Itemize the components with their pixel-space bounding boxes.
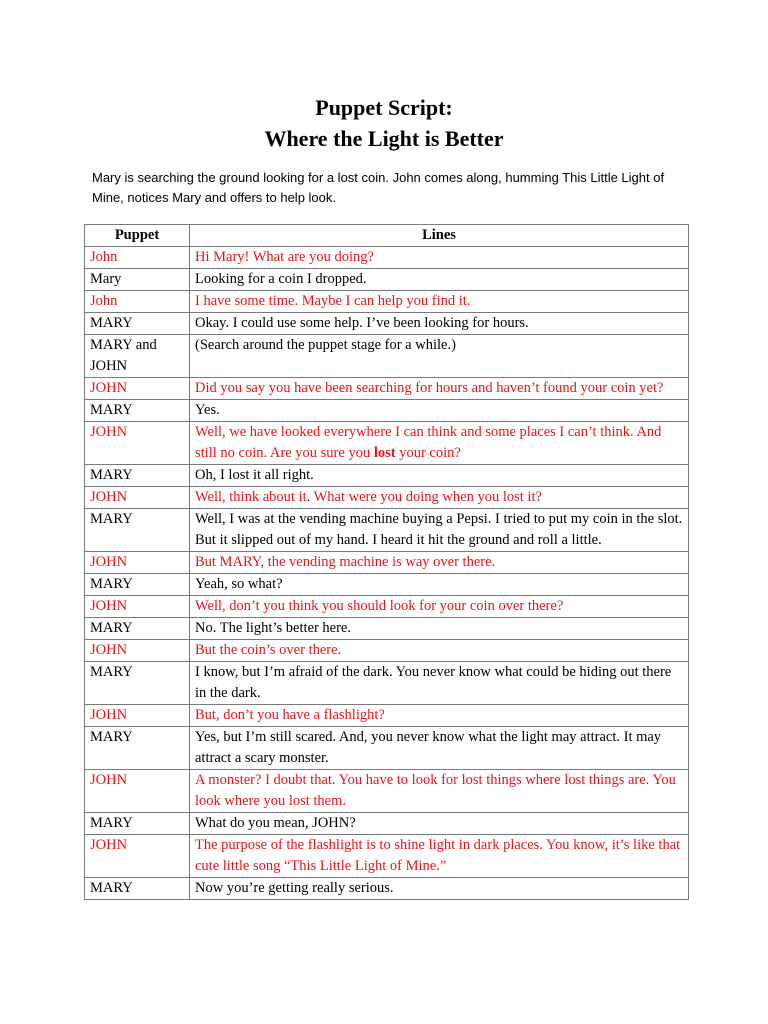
line-cell (190, 422, 689, 465)
table-row (85, 552, 689, 574)
puppet-cell: JOHN (85, 835, 190, 878)
puppet-cell: JOHN (85, 378, 190, 400)
document-title (0, 92, 768, 154)
puppet-cell: JOHN (85, 422, 190, 465)
line-cell: Yes. (190, 400, 689, 422)
line-cell: (Search around the puppet stage for a while.) (190, 335, 689, 378)
line-cell: A monster? I doubt that. You have to look for lost things where lost things are. You look where you lost them. (190, 770, 689, 813)
table-row (85, 770, 689, 813)
table-row (85, 640, 689, 662)
table-row (85, 487, 689, 509)
line-cell: Well, I was at the vending machine buying a Pepsi. I tried to put my coin in the slot. But it slipped out of my hand. I heard it hit the ground and roll a little. (190, 509, 689, 552)
line-text-emphasis: lost (373, 445, 396, 461)
line-cell: Looking for a coin I dropped. (190, 269, 689, 291)
table-row (85, 509, 689, 552)
line-cell: Okay. I could use some help. I’ve been looking for hours. (190, 313, 689, 335)
title-line-2: Where the Light is Better (264, 126, 504, 151)
puppet-cell: John (85, 247, 190, 269)
table-row (85, 313, 689, 335)
table-row (85, 291, 689, 313)
line-text-after: your coin? (395, 445, 461, 461)
puppet-cell: MARY (85, 465, 190, 487)
line-cell: I know, but I’m afraid of the dark. You never know what could be hiding out there in the dark. (190, 662, 689, 705)
table-row (85, 335, 689, 378)
puppet-cell: John (85, 291, 190, 313)
script-table-body (85, 247, 689, 900)
puppet-cell: MARY (85, 878, 190, 900)
line-cell: Well, think about it. What were you doing when you lost it? (190, 487, 689, 509)
puppet-cell: MARY (85, 813, 190, 835)
line-cell: But MARY, the vending machine is way over there. (190, 552, 689, 574)
table-row (85, 378, 689, 400)
intro-paragraph: Mary is searching the ground looking for a lost coin. John comes along, humming This Little Light of Mine, notices Mary and offers to help look. (92, 170, 665, 205)
table-row (85, 596, 689, 618)
puppet-cell: Mary (85, 269, 190, 291)
title-line-1: Puppet Script: (315, 95, 453, 120)
puppet-cell: JOHN (85, 552, 190, 574)
puppet-cell: MARY (85, 400, 190, 422)
line-cell: What do you mean, JOHN? (190, 813, 689, 835)
table-row (85, 835, 689, 878)
table-row (85, 269, 689, 291)
table-row (85, 618, 689, 640)
line-cell: Oh, I lost it all right. (190, 465, 689, 487)
header-puppet: Puppet (85, 225, 190, 247)
line-cell: Well, don’t you think you should look for your coin over there? (190, 596, 689, 618)
line-cell: Yes, but I’m still scared. And, you never know what the light may attract. It may attract a scary monster. (190, 727, 689, 770)
script-table (84, 224, 689, 900)
line-cell: No. The light’s better here. (190, 618, 689, 640)
puppet-cell: MARY (85, 574, 190, 596)
puppet-cell: JOHN (85, 770, 190, 813)
header-lines: Lines (190, 225, 689, 247)
table-row (85, 662, 689, 705)
table-row (85, 247, 689, 269)
table-row (85, 400, 689, 422)
puppet-cell: JOHN (85, 705, 190, 727)
line-cell: The purpose of the flashlight is to shine light in dark places. You know, it’s like that cute little song “This Little Light of Mine.” (190, 835, 689, 878)
table-row (85, 727, 689, 770)
table-header-row (85, 225, 689, 247)
puppet-cell: MARY (85, 313, 190, 335)
table-row (85, 422, 689, 465)
line-cell: But, don’t you have a flashlight? (190, 705, 689, 727)
line-cell: I have some time. Maybe I can help you find it. (190, 291, 689, 313)
puppet-cell: MARY (85, 618, 190, 640)
line-cell: Hi Mary! What are you doing? (190, 247, 689, 269)
line-cell: But the coin’s over there. (190, 640, 689, 662)
puppet-cell: MARY (85, 509, 190, 552)
table-row (85, 878, 689, 900)
table-row (85, 465, 689, 487)
table-row (85, 705, 689, 727)
line-cell: Did you say you have been searching for hours and haven’t found your coin yet? (190, 378, 689, 400)
line-cell: Now you’re getting really serious. (190, 878, 689, 900)
puppet-cell: JOHN (85, 640, 190, 662)
puppet-cell: JOHN (85, 487, 190, 509)
puppet-cell: MARY (85, 727, 190, 770)
table-row (85, 813, 689, 835)
puppet-cell: MARY (85, 662, 190, 705)
table-row (85, 574, 689, 596)
line-cell: Yeah, so what? (190, 574, 689, 596)
puppet-cell: MARY and JOHN (85, 335, 190, 378)
line-text-before: Well, we have looked everywhere I can think and some places I can’t think. And still no coin. Are you sure you (195, 424, 662, 461)
puppet-cell: JOHN (85, 596, 190, 618)
